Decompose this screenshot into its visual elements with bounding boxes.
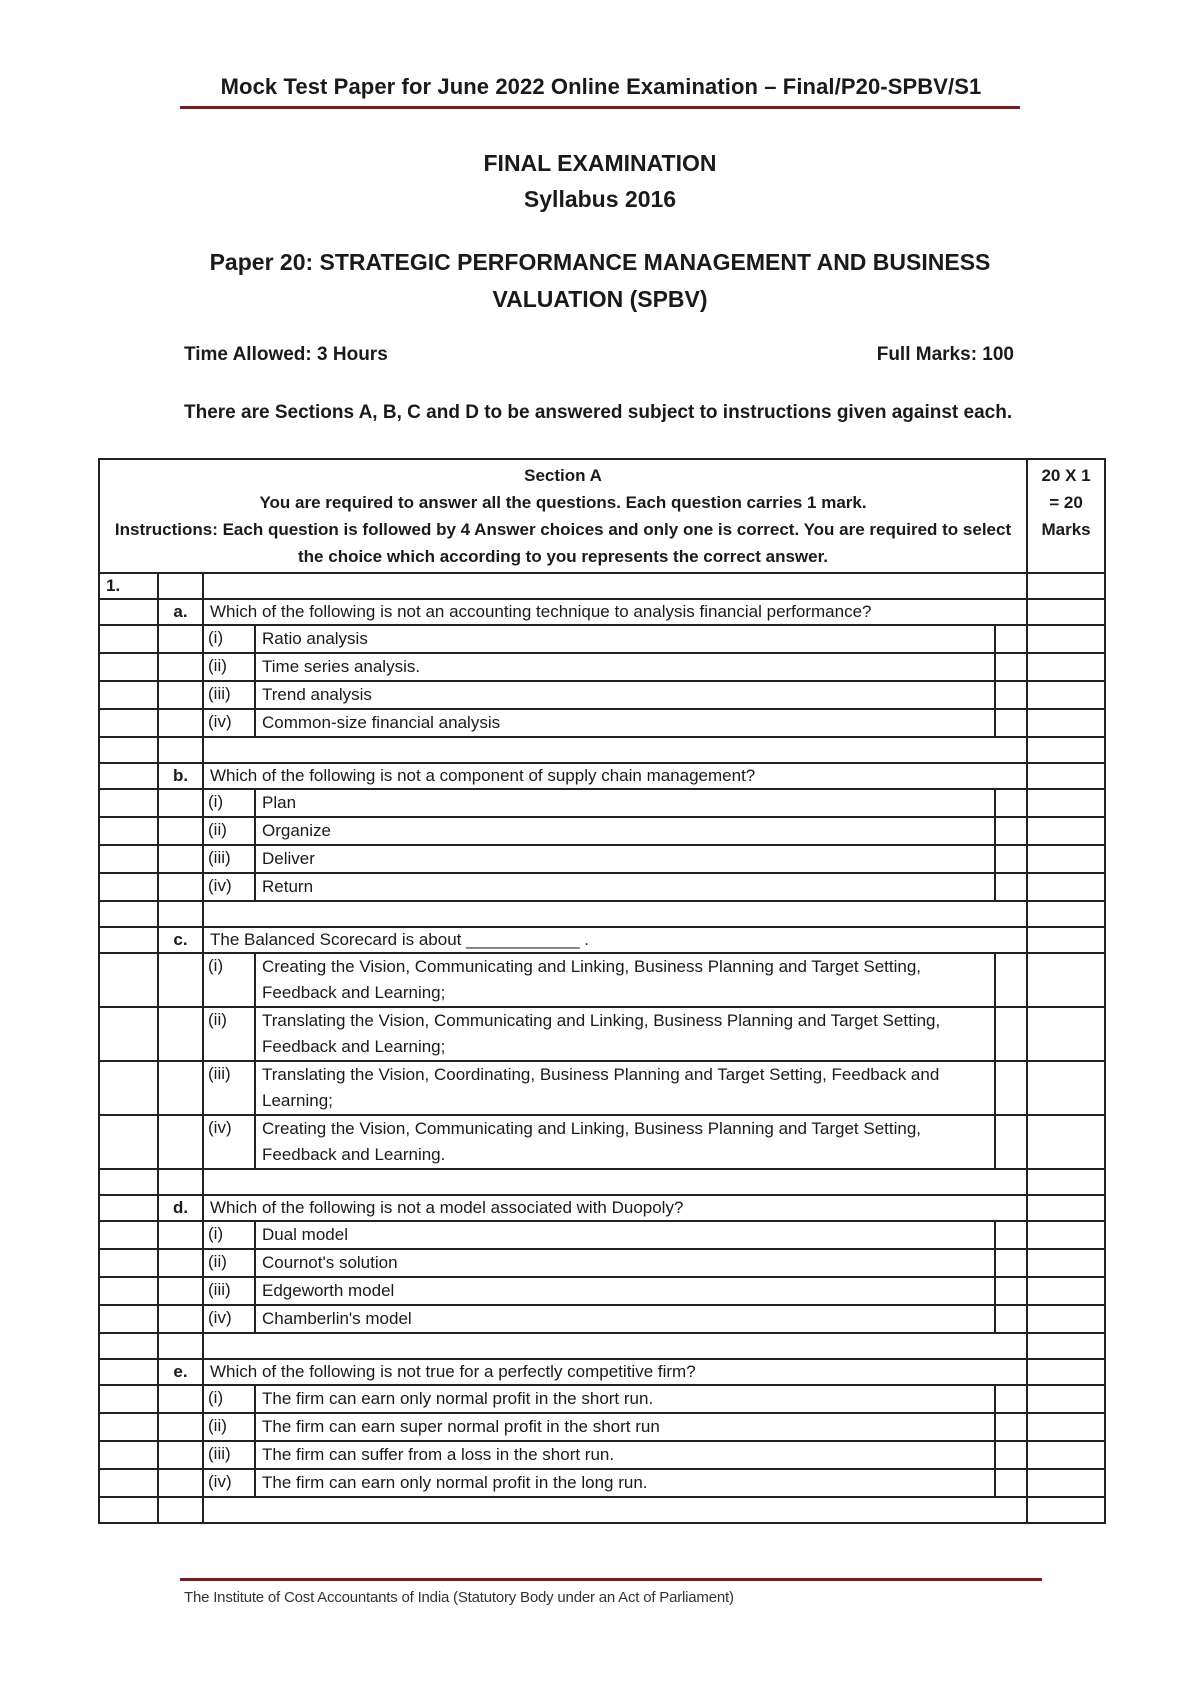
- empty-cell: [1027, 1169, 1105, 1195]
- empty-cell: [99, 1333, 158, 1359]
- page-header-title: Mock Test Paper for June 2022 Online Examination – Final/P20-SPBV/S1: [220, 74, 982, 99]
- empty-cell: [158, 953, 203, 1007]
- option-number: (ii): [203, 1249, 255, 1277]
- empty-cell: [158, 873, 203, 901]
- empty-cell: [99, 1249, 158, 1277]
- option-text: Return: [255, 873, 995, 901]
- answer-cell: [995, 681, 1027, 709]
- empty-cell: [158, 1469, 203, 1497]
- option-number: (iv): [203, 709, 255, 737]
- option-row: [99, 1277, 1105, 1305]
- option-text: Plan: [255, 789, 995, 817]
- option-number: (iv): [203, 1115, 255, 1169]
- empty-cell: [99, 1221, 158, 1249]
- answer-cell: [995, 1221, 1027, 1249]
- empty-cell: [158, 1169, 203, 1195]
- empty-cell: [158, 1061, 203, 1115]
- empty-cell: [99, 1007, 158, 1061]
- question-row: [99, 927, 1105, 953]
- paper-title: Paper 20: STRATEGIC PERFORMANCE MANAGEMENT AND BUSINESS VALUATION (SPBV): [209, 249, 991, 312]
- empty-cell: [99, 1469, 158, 1497]
- empty-cell: [99, 681, 158, 709]
- spacer-row: [99, 901, 1105, 927]
- empty-cell: [1027, 845, 1105, 873]
- empty-cell: [1027, 1277, 1105, 1305]
- empty-cell: [203, 573, 1027, 599]
- empty-cell: [158, 789, 203, 817]
- empty-cell: [1027, 1221, 1105, 1249]
- answer-cell: [995, 1441, 1027, 1469]
- empty-cell: [99, 1385, 158, 1413]
- empty-cell: [158, 1277, 203, 1305]
- empty-cell: [99, 845, 158, 873]
- answer-cell: [995, 845, 1027, 873]
- empty-cell: [158, 625, 203, 653]
- section-a-line2: Instructions: Each question is followed by 4 Answer choices and only one is correct. You are required to select the choice which according to you represents the correct answer.: [114, 520, 1012, 566]
- empty-cell: [158, 1305, 203, 1333]
- empty-cell: [158, 681, 203, 709]
- empty-cell: [99, 653, 158, 681]
- empty-cell: [158, 901, 203, 927]
- header-rule: [180, 106, 1020, 109]
- empty-cell: [158, 1441, 203, 1469]
- empty-cell: [203, 901, 1027, 927]
- full-marks: Full Marks: 100: [876, 344, 1014, 365]
- option-text: Deliver: [255, 845, 995, 873]
- question-text: Which of the following is not true for a perfectly competitive firm?: [203, 1359, 1027, 1385]
- empty-cell: [99, 1169, 158, 1195]
- answer-cell: [995, 1305, 1027, 1333]
- option-text: Chamberlin's model: [255, 1305, 995, 1333]
- option-text: The firm can suffer from a loss in the short run.: [255, 1441, 995, 1469]
- option-number: (i): [203, 953, 255, 1007]
- option-text: Dual model: [255, 1221, 995, 1249]
- empty-cell: [1027, 1305, 1105, 1333]
- option-number: (iv): [203, 873, 255, 901]
- empty-cell: [158, 1249, 203, 1277]
- question-row: [99, 599, 1105, 625]
- empty-cell: [1027, 1195, 1105, 1221]
- option-row: [99, 845, 1105, 873]
- empty-cell: [99, 1441, 158, 1469]
- option-number: (iii): [203, 681, 255, 709]
- option-row: [99, 953, 1105, 1007]
- option-row: [99, 653, 1105, 681]
- question-text: Which of the following is not an accounting technique to analysis financial performance?: [203, 599, 1027, 625]
- empty-cell: [1027, 927, 1105, 953]
- option-number: (iii): [203, 845, 255, 873]
- option-text: Time series analysis.: [255, 653, 995, 681]
- exam-syllabus: Syllabus 2016: [523, 186, 677, 212]
- empty-cell: [158, 1007, 203, 1061]
- empty-cell: [158, 653, 203, 681]
- empty-cell: [1027, 1007, 1105, 1061]
- option-text: Ratio analysis: [255, 625, 995, 653]
- answer-cell: [995, 1249, 1027, 1277]
- answer-cell: [995, 873, 1027, 901]
- marks-line3: Marks: [1041, 520, 1091, 539]
- empty-cell: [99, 953, 158, 1007]
- question-letter: b.: [158, 763, 203, 789]
- option-row: [99, 625, 1105, 653]
- answer-cell: [995, 953, 1027, 1007]
- section-a-table: [98, 458, 1106, 1524]
- empty-cell: [99, 737, 158, 763]
- option-row: [99, 681, 1105, 709]
- section-a-line1: You are required to answer all the questions. Each question carries 1 mark.: [259, 493, 867, 512]
- spacer-row: [99, 1169, 1105, 1195]
- empty-cell: [158, 845, 203, 873]
- answer-cell: [995, 1115, 1027, 1169]
- empty-cell: [158, 1333, 203, 1359]
- option-row: [99, 789, 1105, 817]
- empty-cell: [99, 789, 158, 817]
- option-text: Translating the Vision, Communicating and Linking, Business Planning and Target Setting, Feedback and Learning;: [255, 1007, 995, 1061]
- empty-cell: [158, 709, 203, 737]
- sections-note: There are Sections A, B, C and D to be answered subject to instructions given against each.: [184, 402, 1013, 423]
- empty-cell: [1027, 737, 1105, 763]
- exam-title: FINAL EXAMINATION: [483, 150, 717, 176]
- empty-cell: [1027, 817, 1105, 845]
- option-number: (iii): [203, 1441, 255, 1469]
- option-row: [99, 817, 1105, 845]
- empty-cell: [99, 625, 158, 653]
- empty-cell: [99, 1195, 158, 1221]
- empty-cell: [1027, 1249, 1105, 1277]
- empty-cell: [1027, 901, 1105, 927]
- empty-cell: [99, 709, 158, 737]
- empty-cell: [99, 1497, 158, 1523]
- question-number: 1.: [99, 573, 158, 599]
- empty-cell: [1027, 1385, 1105, 1413]
- empty-cell: [158, 1413, 203, 1441]
- empty-cell: [1027, 709, 1105, 737]
- empty-cell: [158, 1385, 203, 1413]
- option-row: [99, 1061, 1105, 1115]
- question-letter: d.: [158, 1195, 203, 1221]
- option-number: (iii): [203, 1061, 255, 1115]
- empty-cell: [1027, 1061, 1105, 1115]
- option-row: [99, 1469, 1105, 1497]
- question-letter: e.: [158, 1359, 203, 1385]
- empty-cell: [1027, 625, 1105, 653]
- empty-cell: [1027, 873, 1105, 901]
- answer-cell: [995, 1007, 1027, 1061]
- empty-cell: [158, 737, 203, 763]
- option-row: [99, 1413, 1105, 1441]
- option-number: (iii): [203, 1277, 255, 1305]
- option-number: (ii): [203, 653, 255, 681]
- option-text: The firm can earn only normal profit in the short run.: [255, 1385, 995, 1413]
- empty-cell: [1027, 1413, 1105, 1441]
- answer-cell: [995, 653, 1027, 681]
- answer-cell: [995, 625, 1027, 653]
- answer-cell: [995, 1385, 1027, 1413]
- question-letter: c.: [158, 927, 203, 953]
- empty-cell: [99, 1115, 158, 1169]
- option-number: (iv): [203, 1469, 255, 1497]
- empty-cell: [158, 817, 203, 845]
- option-row: [99, 873, 1105, 901]
- empty-cell: [99, 817, 158, 845]
- question-text: The Balanced Scorecard is about ____________ .: [203, 927, 1027, 953]
- empty-cell: [158, 1497, 203, 1523]
- option-number: (iv): [203, 1305, 255, 1333]
- option-number: (i): [203, 789, 255, 817]
- option-text: Common-size financial analysis: [255, 709, 995, 737]
- option-row: [99, 1115, 1105, 1169]
- empty-cell: [99, 1305, 158, 1333]
- option-text: Organize: [255, 817, 995, 845]
- question-row: [99, 1359, 1105, 1385]
- option-row: [99, 1305, 1105, 1333]
- empty-cell: [1027, 681, 1105, 709]
- empty-cell: [1027, 1333, 1105, 1359]
- option-text: Edgeworth model: [255, 1277, 995, 1305]
- footer-text: The Institute of Cost Accountants of India (Statutory Body under an Act of Parliament): [184, 1589, 734, 1606]
- question-number-row: [99, 573, 1105, 599]
- section-a-marks: [1027, 459, 1105, 573]
- question-row: [99, 1195, 1105, 1221]
- option-row: [99, 709, 1105, 737]
- marks-line2: = 20: [1049, 493, 1083, 512]
- option-number: (ii): [203, 817, 255, 845]
- answer-cell: [995, 789, 1027, 817]
- empty-cell: [99, 1413, 158, 1441]
- empty-cell: [203, 1333, 1027, 1359]
- empty-cell: [99, 599, 158, 625]
- option-number: (ii): [203, 1007, 255, 1061]
- option-number: (i): [203, 625, 255, 653]
- empty-cell: [1027, 789, 1105, 817]
- empty-cell: [1027, 1115, 1105, 1169]
- option-text: The firm can earn only normal profit in the long run.: [255, 1469, 995, 1497]
- empty-cell: [1027, 763, 1105, 789]
- answer-cell: [995, 1413, 1027, 1441]
- option-text: The firm can earn super normal profit in the short run: [255, 1413, 995, 1441]
- spacer-row: [99, 737, 1105, 763]
- option-number: (i): [203, 1221, 255, 1249]
- spacer-row: [99, 1497, 1105, 1523]
- empty-cell: [1027, 599, 1105, 625]
- option-row: [99, 1441, 1105, 1469]
- question-row: [99, 763, 1105, 789]
- empty-cell: [1027, 953, 1105, 1007]
- empty-cell: [99, 901, 158, 927]
- marks-line1: 20 X 1: [1041, 466, 1091, 485]
- answer-cell: [995, 817, 1027, 845]
- question-text: Which of the following is not a model associated with Duopoly?: [203, 1195, 1027, 1221]
- option-number: (ii): [203, 1413, 255, 1441]
- option-text: Translating the Vision, Coordinating, Business Planning and Target Setting, Feedback and Learning;: [255, 1061, 995, 1115]
- option-number: (i): [203, 1385, 255, 1413]
- empty-cell: [99, 927, 158, 953]
- empty-cell: [1027, 653, 1105, 681]
- empty-cell: [1027, 1497, 1105, 1523]
- empty-cell: [1027, 1441, 1105, 1469]
- section-a-header-row: [99, 459, 1105, 573]
- option-text: Creating the Vision, Communicating and Linking, Business Planning and Target Setting, Feedback and Learning.: [255, 1115, 995, 1169]
- empty-cell: [99, 1359, 158, 1385]
- option-row: [99, 1249, 1105, 1277]
- empty-cell: [203, 1169, 1027, 1195]
- option-text: Trend analysis: [255, 681, 995, 709]
- footer-rule: [180, 1578, 1042, 1581]
- section-a-instructions: [99, 459, 1027, 573]
- option-text: Creating the Vision, Communicating and Linking, Business Planning and Target Setting, Feedback and Learning;: [255, 953, 995, 1007]
- empty-cell: [1027, 1469, 1105, 1497]
- empty-cell: [1027, 573, 1105, 599]
- empty-cell: [1027, 1359, 1105, 1385]
- option-row: [99, 1007, 1105, 1061]
- option-row: [99, 1221, 1105, 1249]
- answer-cell: [995, 1469, 1027, 1497]
- question-text: Which of the following is not a component of supply chain management?: [203, 763, 1027, 789]
- empty-cell: [99, 873, 158, 901]
- empty-cell: [99, 1061, 158, 1115]
- empty-cell: [203, 1497, 1027, 1523]
- empty-cell: [203, 737, 1027, 763]
- answer-cell: [995, 1277, 1027, 1305]
- empty-cell: [99, 1277, 158, 1305]
- question-letter: a.: [158, 599, 203, 625]
- empty-cell: [158, 1221, 203, 1249]
- empty-cell: [158, 573, 203, 599]
- empty-cell: [99, 763, 158, 789]
- section-a-title: Section A: [524, 466, 602, 485]
- time-allowed: Time Allowed: 3 Hours: [184, 344, 388, 365]
- answer-cell: [995, 1061, 1027, 1115]
- answer-cell: [995, 709, 1027, 737]
- option-text: Cournot's solution: [255, 1249, 995, 1277]
- option-row: [99, 1385, 1105, 1413]
- empty-cell: [158, 1115, 203, 1169]
- spacer-row: [99, 1333, 1105, 1359]
